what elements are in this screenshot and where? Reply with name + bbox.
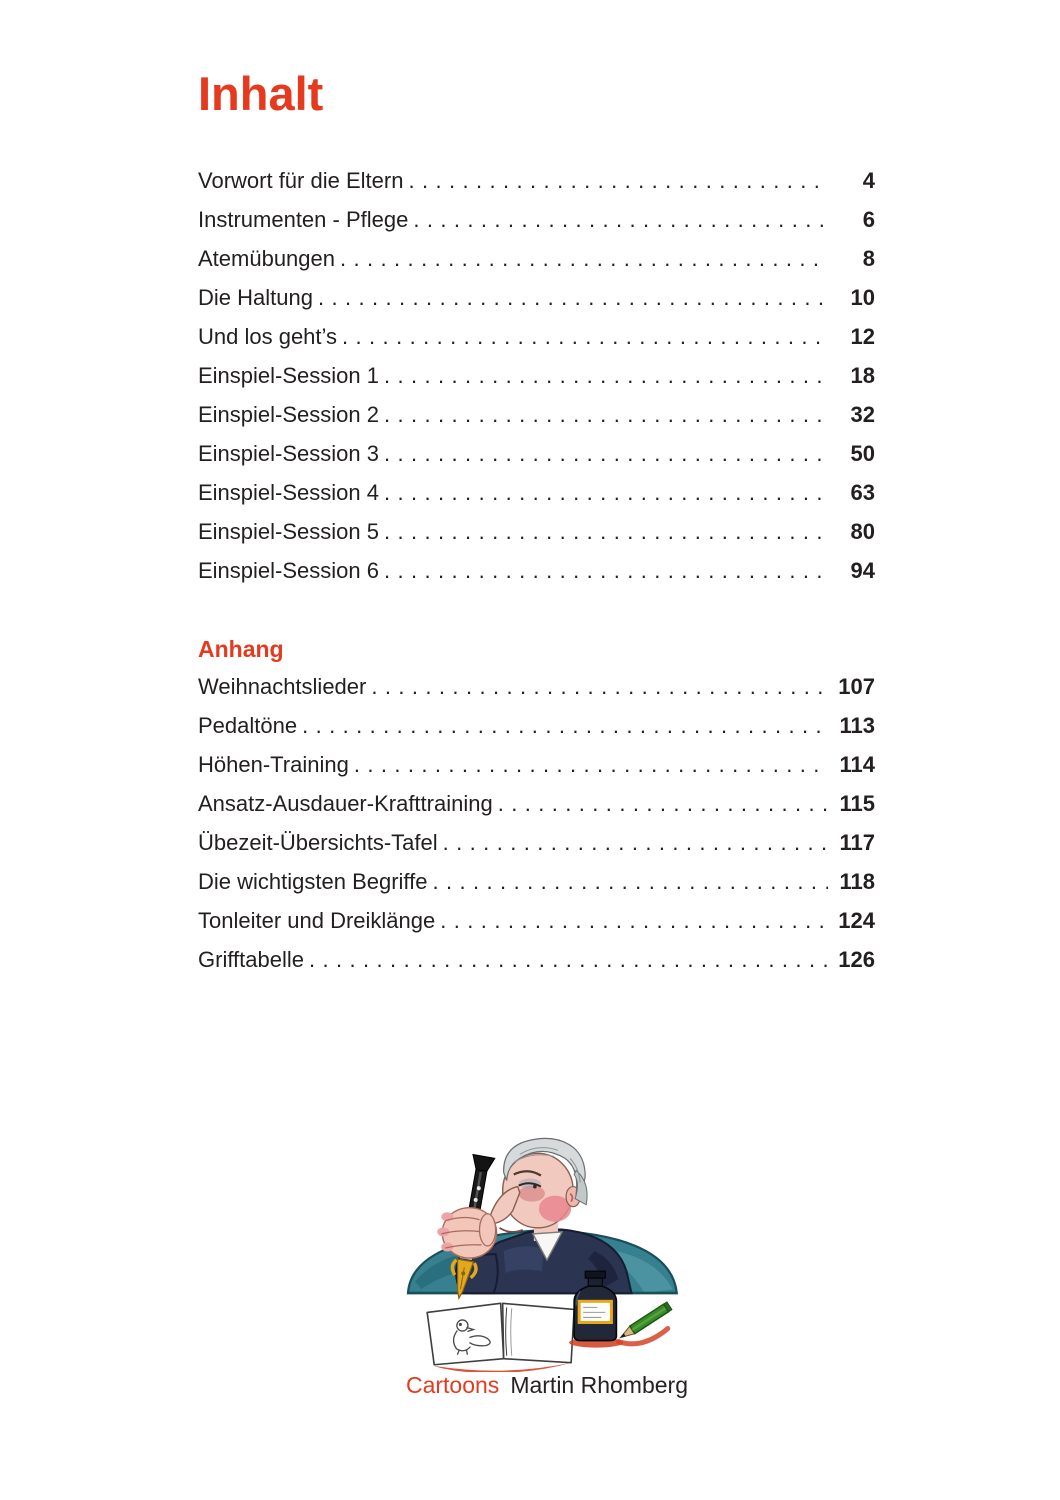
credit-label: Cartoons xyxy=(405,1372,500,1398)
toc-entry-page: 10 xyxy=(850,285,875,310)
toc-row xyxy=(198,551,875,590)
toc-entry-label: Die wichtigsten Begriffe xyxy=(198,869,428,894)
toc-row xyxy=(198,200,875,239)
toc-entry-label: Einspiel-Session 6 xyxy=(198,558,379,583)
toc-leader-dots xyxy=(384,551,828,590)
toc-entry-label: Einspiel-Session 5 xyxy=(198,519,379,544)
toc-leader-dots xyxy=(342,317,828,356)
pencil-icon xyxy=(618,1302,672,1344)
toc-entry-page: 113 xyxy=(839,713,875,738)
toc-row xyxy=(198,278,875,317)
toc-entry-label: Vorwort für die Eltern xyxy=(198,168,404,193)
toc-entry-label: Übezeit-Übersichts-Tafel xyxy=(198,830,438,855)
toc-entry-page: 6 xyxy=(862,207,875,232)
toc-entry-page: 80 xyxy=(850,519,875,544)
toc-entry-page: 32 xyxy=(850,402,875,427)
credit-name: Martin Rhomberg xyxy=(510,1372,688,1398)
toc-entry-page: 118 xyxy=(839,869,875,894)
toc-row xyxy=(198,317,875,356)
toc-appendix-list xyxy=(198,667,875,979)
toc-leader-dots xyxy=(318,278,828,317)
appendix-heading: Anhang xyxy=(198,636,284,662)
toc-entry-label: Atemübungen xyxy=(198,246,335,271)
toc-entry-page: 12 xyxy=(850,324,875,349)
toc-entry-label: Die Haltung xyxy=(198,285,313,310)
toc-entry-label: Weihnachtslieder xyxy=(198,674,367,699)
toc-row xyxy=(198,239,875,278)
toc-row xyxy=(198,356,875,395)
sketchbook-icon xyxy=(427,1303,574,1372)
toc-leader-dots xyxy=(340,239,828,278)
toc-row xyxy=(198,784,875,823)
toc-entry-page: 18 xyxy=(850,363,875,388)
toc-row xyxy=(198,395,875,434)
toc-entry-label: Instrumenten - Pflege xyxy=(198,207,409,232)
hand xyxy=(437,1208,496,1258)
toc-entry-label: Einspiel-Session 4 xyxy=(198,480,379,505)
toc-row xyxy=(198,667,875,706)
toc-entry-label: Ansatz-Ausdauer-Krafttraining xyxy=(198,791,493,816)
toc-row xyxy=(198,473,875,512)
toc-entry-label: Tonleiter und Dreiklänge xyxy=(198,908,436,933)
toc-leader-dots xyxy=(384,395,828,434)
toc-entry-label: Und los geht’s xyxy=(198,324,338,349)
toc-leader-dots xyxy=(443,823,828,862)
toc-leader-dots xyxy=(384,512,828,551)
toc-row xyxy=(198,823,875,862)
toc-main-list xyxy=(198,161,875,590)
toc-leader-dots xyxy=(433,862,829,901)
toc-entry-page: 8 xyxy=(862,246,875,271)
toc-leader-dots xyxy=(354,745,828,784)
toc-entry-page: 94 xyxy=(850,558,875,583)
toc-entry-page: 115 xyxy=(839,791,875,816)
toc-leader-dots xyxy=(384,473,828,512)
toc-entry-label: Höhen-Training xyxy=(198,752,349,777)
toc-leader-dots xyxy=(413,200,828,239)
toc-leader-dots xyxy=(498,784,828,823)
toc-row xyxy=(198,706,875,745)
toc-leader-dots xyxy=(309,940,828,979)
toc-leader-dots xyxy=(384,434,828,473)
toc-entry-label: Einspiel-Session 3 xyxy=(198,441,379,466)
cartoonist-illustration xyxy=(403,1130,705,1372)
toc-entry-page: 107 xyxy=(838,674,875,699)
toc-row xyxy=(198,512,875,551)
toc-entry-page: 114 xyxy=(839,752,875,777)
toc-entry-page: 4 xyxy=(862,168,875,193)
page-title: Inhalt xyxy=(198,67,324,120)
toc-row xyxy=(198,940,875,979)
toc-leader-dots xyxy=(384,356,828,395)
credit-line xyxy=(397,1372,697,1399)
toc-entry-label: Einspiel-Session 1 xyxy=(198,363,379,388)
toc-row xyxy=(198,901,875,940)
toc-leader-dots xyxy=(408,161,828,200)
toc-entry-label: Grifftabelle xyxy=(198,947,304,972)
toc-row xyxy=(198,745,875,784)
toc-row xyxy=(198,434,875,473)
toc-entry-page: 63 xyxy=(850,480,875,505)
toc-entry-page: 126 xyxy=(838,947,875,972)
toc-entry-page: 50 xyxy=(850,441,875,466)
toc-entry-label: Einspiel-Session 2 xyxy=(198,402,379,427)
toc-row xyxy=(198,862,875,901)
toc-leader-dots xyxy=(440,901,828,940)
toc-entry-label: Pedaltöne xyxy=(198,713,298,738)
toc-row xyxy=(198,161,875,200)
toc-entry-page: 117 xyxy=(839,830,875,855)
toc-leader-dots xyxy=(302,706,828,745)
toc-leader-dots xyxy=(371,667,828,706)
toc-entry-page: 124 xyxy=(838,908,875,933)
